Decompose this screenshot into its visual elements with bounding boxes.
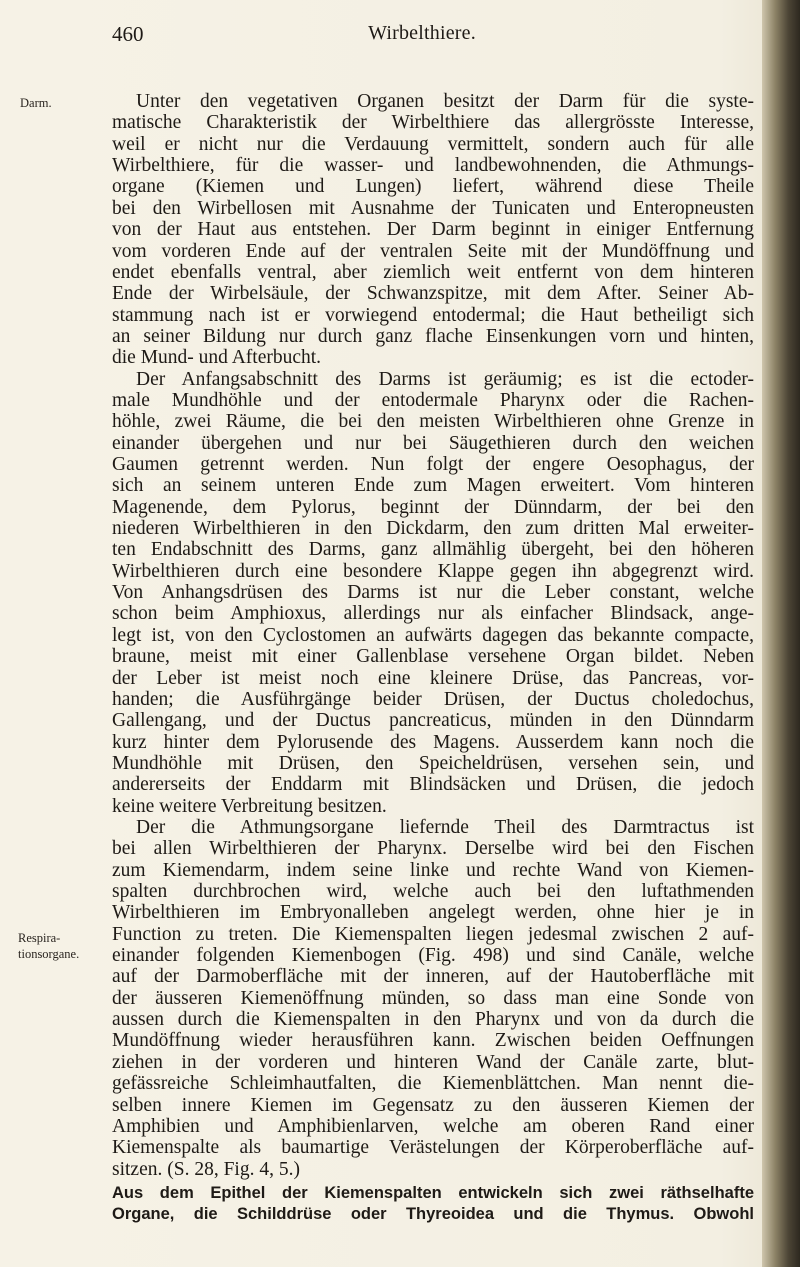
- text-line: Der Anfangsabschnitt des Darms ist geräumig; es ist die ectoder-: [136, 368, 754, 390]
- text-line: Der die Athmungsorgane liefernde Theil des Darmtractus ist: [136, 816, 754, 838]
- text-line: gefässreiche Schleimhautfalten, die Kiemenblättchen. Man nennt die-: [112, 1073, 754, 1095]
- text-line: male Mundhöhle und der entodermale Pharynx oder die Rachen-: [112, 389, 754, 411]
- text-line: handen; die Ausführgänge beider Drüsen, der Ductus choledochus,: [112, 688, 754, 710]
- text-line: Mundhöhle mit Drüsen, den Speicheldrüsen, versehen sein, und: [112, 752, 754, 774]
- text-line: Mundöffnung wieder herausführen kann. Zwischen beiden Oeffnungen: [112, 1030, 754, 1052]
- text-line: zum Kiemendarm, indem seine linke und rechte Wand von Kiemen-: [112, 859, 754, 881]
- text-line: organe (Kiemen und Lungen) liefert, während diese Theile: [112, 176, 754, 198]
- text-line: weil er nicht nur die Verdauung vermittelt, sondern auch für alle: [112, 133, 754, 155]
- text-line: sitzen. (S. 28, Fig. 4, 5.): [112, 1158, 300, 1180]
- text-line: kurz hinter dem Pylorusende des Magens. Ausserdem kann noch die: [112, 731, 754, 753]
- text-line: schon beim Amphioxus, allerdings nur als einfacher Blindsack, ange-: [112, 603, 754, 625]
- text-line: bei allen Wirbelthieren der Pharynx. Derselbe wird bei den Fischen: [112, 838, 754, 860]
- text-line: ziehen in der vorderen und hinteren Wand der Canäle zarte, blut-: [112, 1051, 754, 1073]
- text-line: matische Charakteristik der Wirbelthiere das allergrösste Interesse,: [112, 112, 754, 134]
- text-line: Organe, die Schilddrüse oder Thyreoidea und die Thymus. Obwohl: [112, 1205, 754, 1224]
- margin-note: Darm.: [20, 96, 52, 110]
- text-line: vom vorderen Ende auf der ventralen Seite mit der Mundöffnung und: [112, 240, 754, 262]
- text-line: braune, meist mit einer Gallenblase versehene Organ bildet. Neben: [112, 646, 754, 668]
- text-line: ten Endabschnitt des Darms, ganz allmählig übergeht, bei den höheren: [112, 539, 754, 561]
- book-binding-edge: [762, 0, 800, 1267]
- text-line: spalten durchbrochen wird, welche auch bei den luftathmenden: [112, 881, 754, 902]
- text-line: Wirbelthiere, für die wasser- und landbewohnenden, die Athmungs-: [112, 155, 754, 177]
- text-line: Kiemenspalte als baumartige Verästelungen der Körperoberfläche auf-: [112, 1137, 754, 1159]
- margin-note: tionsorgane.: [18, 947, 80, 961]
- text-line: selben innere Kiemen im Gegensatz zu den äusseren Kiemen der: [112, 1094, 754, 1116]
- text-line: niederen Wirbelthieren in den Dickdarm, den zum dritten Mal erweiter-: [112, 518, 754, 539]
- text-line: Function zu treten. Die Kiemenspalten liegen jedesmal zwischen 2 auf-: [112, 923, 754, 945]
- text-line: Amphibien und Amphibienlarven, welche am oberen Rand einer: [112, 1115, 754, 1137]
- text-line: der äusseren Kiemenöffnung münden, so dass man eine Sonde von: [112, 987, 754, 1009]
- text-line: endet ebenfalls ventral, aber ziemlich weit entfernt von dem hinteren: [112, 261, 754, 283]
- text-line: Ende der Wirbelsäule, der Schwanzspitze, mit dem After. Seiner Ab-: [112, 283, 754, 305]
- text-line: Unter den vegetativen Organen besitzt der Darm für die syste-: [136, 91, 754, 112]
- text-line: die Mund- und Afterbucht.: [112, 347, 322, 369]
- text-line: von der Haut aus entstehen. Der Darm beginnt in einiger Entfernung: [112, 219, 754, 241]
- text-line: Gallengang, und der Ductus pancreaticus, münden in den Dünndarm: [112, 710, 754, 732]
- text-line: andererseits der Enddarm mit Blindsäcken und Drüsen, die jedoch: [112, 774, 754, 796]
- text-line: Wirbelthieren im Embryonalleben angelegt werden, ohne hier je in: [112, 902, 754, 924]
- text-line: stammung nach ist er vorwiegend entodermal; die Haut betheiligt sich: [112, 304, 754, 326]
- margin-note: Respira-: [18, 931, 61, 945]
- text-line: der Leber ist meist noch eine kleinere Drüse, das Pancreas, vor-: [112, 667, 754, 689]
- text-line: aussen durch die Kiemenspalten in den Pharynx und von da durch die: [112, 1009, 754, 1031]
- text-line: Gaumen getrennt werden. Nun folgt der engere Oesophagus, der: [112, 454, 754, 475]
- text-line: legt ist, von den Cyclostomen an aufwärts dagegen das bekannte compacte,: [112, 624, 754, 646]
- text-line: einander folgenden Kiemenbogen (Fig. 498) und sind Canäle, welche: [112, 945, 754, 966]
- text-line: Von Anhangsdrüsen des Darms ist nur die Leber constant, welche: [112, 582, 754, 603]
- page-header: [112, 18, 752, 48]
- running-title: Wirbelthiere.: [368, 22, 476, 44]
- text-line: höhle, zwei Räume, die bei den meisten Wirbelthieren ohne Grenze in: [112, 411, 754, 433]
- text-line: einander übergehen und nur bei Säugethieren durch den weichen: [112, 432, 754, 454]
- text-line: an seiner Bildung nur durch ganz flache Einsenkungen vorn und hinten,: [112, 325, 754, 347]
- text-line: Wirbelthieren durch eine besondere Klappe gegen ihn abgegrenzt wird.: [112, 560, 754, 582]
- text-line: Magenende, dem Pylorus, beginnt der Dünndarm, der bei den: [112, 496, 754, 518]
- text-line: auf der Darmoberfläche mit der inneren, auf der Hautoberfläche mit: [112, 966, 754, 988]
- text-line: bei den Wirbellosen mit Ausnahme der Tunicaten und Enteropneusten: [112, 197, 754, 219]
- page-number: 460: [112, 22, 144, 46]
- text-line: sich an seinem unteren Ende zum Magen erweitert. Vom hinteren: [112, 475, 754, 497]
- text-line: Aus dem Epithel der Kiemenspalten entwickeln sich zwei räthselhafte: [112, 1183, 754, 1202]
- text-line: keine weitere Verbreitung besitzen.: [112, 795, 387, 817]
